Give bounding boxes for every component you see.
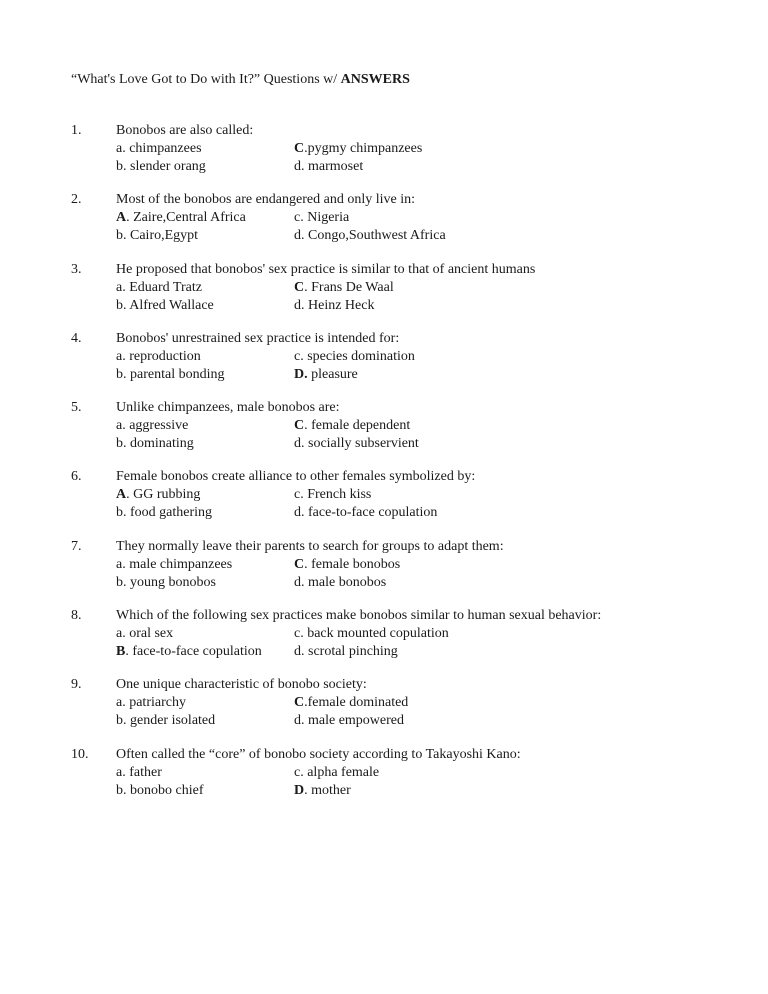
option-text: food gathering [126,505,213,521]
option-text: Eduard Tratz [125,279,202,295]
option-letter: b. [116,505,127,521]
option-b [116,366,224,384]
option-text: Cairo,Egypt [126,228,199,244]
option-text: Nigeria [303,210,350,226]
option-text: . Frans De Waal [304,279,394,295]
option-a [116,279,202,297]
option-text: . Zaire,Central Africa [126,210,246,226]
option-text: . female dependent [304,418,411,434]
page-title [71,71,410,89]
option-d [294,504,437,522]
question-number: 2. [71,192,82,208]
option-d [294,158,363,176]
question-number: 5. [71,400,82,416]
option-c [294,556,400,574]
option-letter: b. [116,297,127,313]
question-item [71,261,711,330]
question-item [71,122,711,191]
option-c [294,279,394,297]
option-letter: b. [116,228,127,244]
question-stem: Bonobos' unrestrained sex practice is intended for: [116,330,400,346]
question-number: 8. [71,608,82,624]
option-text: bonobo chief [126,782,204,798]
question-item [71,399,711,468]
option-text: species domination [303,348,415,364]
option-text: socially subservient [304,436,419,452]
option-letter-answer: C [294,418,305,434]
question-stem: One unique characteristic of bonobo society: [116,677,367,693]
option-letter: d. [294,228,305,244]
option-a [116,348,201,366]
option-letter-answer: C [294,556,305,572]
option-text: marmoset [304,159,364,174]
option-text: scrotal pinching [304,644,398,660]
option-letter: b. [116,574,127,590]
option-d [294,712,404,730]
option-a [116,764,162,782]
option-letter: c. [294,626,304,642]
option-a [116,140,202,158]
option-text: reproduction [125,348,201,364]
option-text: . face-to-face copulation [125,644,262,660]
option-text: pleasure [307,366,358,382]
option-c [294,140,422,158]
option-text: back mounted copulation [303,626,449,642]
option-text: male chimpanzees [125,556,233,572]
option-c [294,348,415,366]
option-letter: d. [294,574,305,590]
option-text: male empowered [304,713,405,729]
option-letter-answer: A [116,487,127,503]
question-list [71,122,711,815]
option-a [116,417,188,435]
option-text: slender orang [126,159,206,174]
option-letter: b. [116,366,127,382]
option-letter: c. [294,764,304,780]
option-letter: b. [116,782,127,798]
option-a [116,209,246,227]
title-bold: ANSWERS [340,72,410,87]
option-letter: d. [294,505,305,521]
option-letter: a. [116,348,126,364]
option-letter: d. [294,436,305,452]
option-text: Congo,Southwest Africa [304,228,446,244]
option-text: Alfred Wallace [126,297,214,313]
question-item [71,191,711,260]
question-number: 3. [71,261,82,277]
question-number: 9. [71,677,82,693]
option-text: male bonobos [304,574,387,590]
option-letter: c. [294,348,304,364]
option-b [116,782,203,800]
option-text: .pygmy chimpanzees [304,141,423,156]
option-letter: b. [116,713,127,729]
option-letter: a. [116,695,126,711]
option-d [294,366,358,384]
option-c [294,417,410,435]
option-b [116,643,262,661]
question-stem: Which of the following sex practices make bonobos similar to human sexual behavior: [116,608,602,624]
option-text: .female dominated [304,695,409,711]
option-letter: c. [294,210,304,226]
option-b [116,227,198,245]
option-a [116,486,200,504]
question-stem: Female bonobos create alliance to other females symbolized by: [116,469,476,485]
option-letter: b. [116,436,127,452]
option-letter: b. [116,159,127,174]
question-stem: Unlike chimpanzees, male bonobos are: [116,400,340,416]
question-stem: Often called the “core” of bonobo society according to Takayoshi Kano: [116,746,521,762]
option-text: French kiss [303,487,372,503]
question-stem: He proposed that bonobos' sex practice is similar to that of ancient humans [116,261,536,277]
option-text: . GG rubbing [126,487,201,503]
option-b [116,574,216,592]
option-text: parental bonding [126,366,225,382]
option-text: gender isolated [126,713,216,729]
question-number: 6. [71,469,82,485]
option-text: dominating [126,436,194,452]
question-stem: Bonobos are also called: [116,123,254,138]
option-b [116,158,206,176]
question-stem: They normally leave their parents to search for groups to adapt them: [116,538,504,554]
question-stem: Most of the bonobos are endangered and only live in: [116,192,415,208]
option-letter: c. [294,487,304,503]
option-letter: a. [116,279,126,295]
option-letter-answer: C [294,695,305,711]
option-d [294,227,446,245]
option-c [294,209,349,227]
option-b [116,504,212,522]
question-number: 4. [71,330,82,346]
option-d [294,643,398,661]
option-d [294,435,419,453]
question-number: 7. [71,538,82,554]
question-number: 1. [71,123,82,138]
option-d [294,297,374,315]
option-c [294,486,371,504]
option-letter-answer: D [294,782,305,798]
option-letter: d. [294,644,305,660]
option-b [116,712,215,730]
option-letter: a. [116,764,126,780]
option-c [294,764,379,782]
question-number: 10. [71,746,89,762]
option-text: father [125,764,162,780]
option-a [116,694,186,712]
question-item [71,676,711,745]
option-letter-answer: A [116,210,127,226]
question-item [71,607,711,676]
option-letter-answer: B [116,644,126,660]
option-letter-answer: D. [294,366,308,382]
option-c [294,694,408,712]
option-text: chimpanzees [125,141,202,156]
question-item [71,468,711,537]
option-text: face-to-face copulation [304,505,438,521]
question-item [71,330,711,399]
option-a [116,556,232,574]
option-letter: d. [294,159,305,174]
option-b [116,297,214,315]
option-d [294,782,351,800]
option-text: . mother [304,782,351,798]
title-prefix: “What's Love Got to Do with It?” Questions w/ [71,72,341,87]
option-text: . female bonobos [304,556,401,572]
question-item [71,538,711,607]
option-letter-answer: C [294,141,305,156]
option-letter: a. [116,626,126,642]
option-b [116,435,194,453]
option-d [294,574,386,592]
option-text: oral sex [125,626,174,642]
option-letter: d. [294,297,305,313]
option-text: young bonobos [126,574,216,590]
option-letter-answer: C [294,279,305,295]
option-text: alpha female [303,764,380,780]
option-c [294,625,449,643]
option-text: aggressive [125,418,189,434]
option-text: patriarchy [125,695,186,711]
option-a [116,625,173,643]
question-item [71,746,711,815]
option-letter: a. [116,418,126,434]
option-letter: d. [294,713,305,729]
option-text: Heinz Heck [304,297,375,313]
option-letter: a. [116,556,126,572]
option-letter: a. [116,141,126,156]
